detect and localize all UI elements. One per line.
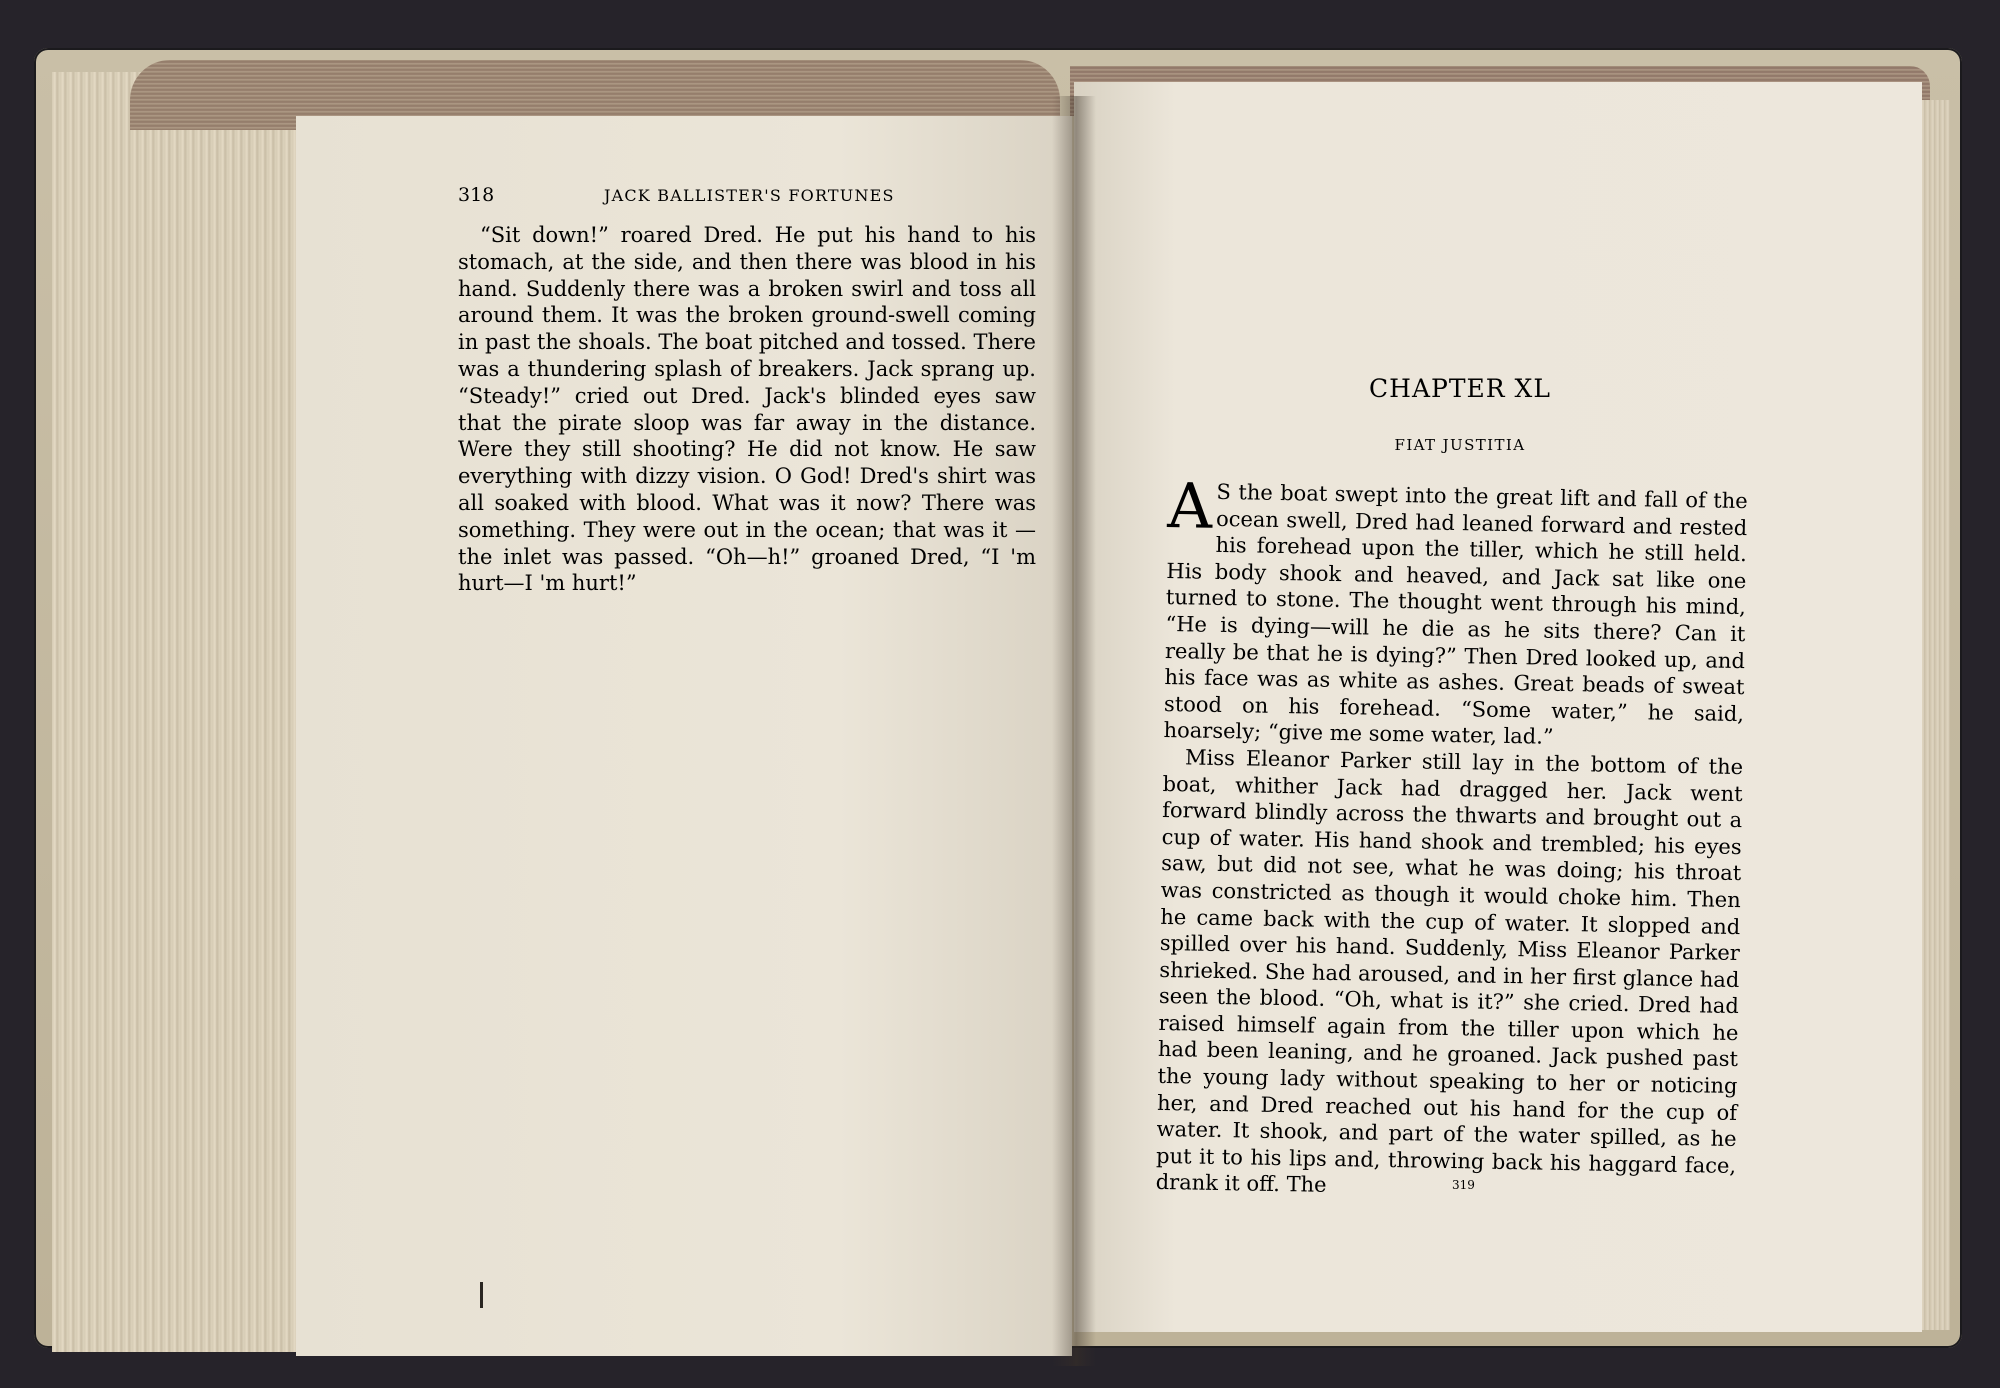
right-page-text xyxy=(1155,469,1748,1206)
drop-cap: A xyxy=(1166,469,1213,543)
chapter-number: CHAPTER XL xyxy=(1369,374,1551,403)
right-paragraph-2: Miss Eleanor Parker still lay in the bottom of the boat, whither Jack had dragged her. Jack went forward blindly across the thwarts and brought out a cup of water. His hand shook and trembled; his eyes saw, but did not see, what he was doing; his throat was constricted as though it would choke him. Then he came back with the cup of water. It slopped and spilled over his hand. Suddenly, Miss Eleanor Parker shrieked. She had aroused, and in her first glance had seen the blood. “Oh, what is it?” she cried. Dred had raised himself again from the tiller upon which he had been leaning, and he groaned. Jack pushed past the young lady without speaking to her or noticing her, and Dred reached out his hand for the cup of water. It shook, and part of the water spilled, as he put it to his lips and, throwing back his haggard face, drank it off. The xyxy=(1155,745,1744,1198)
chapter-title: FIAT JUSTITIA xyxy=(1394,436,1526,454)
page-edges-left xyxy=(52,72,302,1352)
page-number-left: 318 xyxy=(458,184,495,206)
left-page-text xyxy=(458,222,1036,597)
stray-pencil-mark xyxy=(480,1282,483,1308)
right-paragraph-1 xyxy=(1163,469,1748,754)
right-paragraph-1-text: S the boat swept into the great lift and fall of the ocean swell, Dred had leaned forward and rested his forehead upon the tiller, which he still held. His body shook and heaved, and Jack sat like one turned to stone. The thought went through his mind, “He is dying—will he die as he sits there? Can it really be that he is dying?” Then Dred looked up, and his face was as white as ashes. Great beads of sweat stood on his forehead. “Some water,” he said, hoarsely; “give me some water, lad.” xyxy=(1163,479,1748,750)
book-gutter xyxy=(1052,96,1096,1366)
page-number-right: 319 xyxy=(1452,1178,1475,1192)
left-paragraph: “Sit down!” roared Dred. He put his hand to his stomach, at the side, and then there was blood in his hand. Suddenly there was a broken swirl and toss all around them. It was the broken ground-swell coming in past the shoals. The boat pitched and tossed. There was a thundering splash of breakers. Jack sprang up. “Steady!” cried out Dred. Jack's blinded eyes saw that the pirate sloop was far away in the distance. Were they still shooting? He did not know. He saw everything with dizzy vision. O God! Dred's shirt was all soaked with blood. What was it now? There was something. They were out in the ocean; that was it —the inlet was passed. “Oh—h!” groaned Dred, “I 'm hurt—I 'm hurt!” xyxy=(458,223,1036,596)
running-head xyxy=(458,184,1038,214)
running-title: JACK BALLISTER'S FORTUNES xyxy=(604,186,895,205)
